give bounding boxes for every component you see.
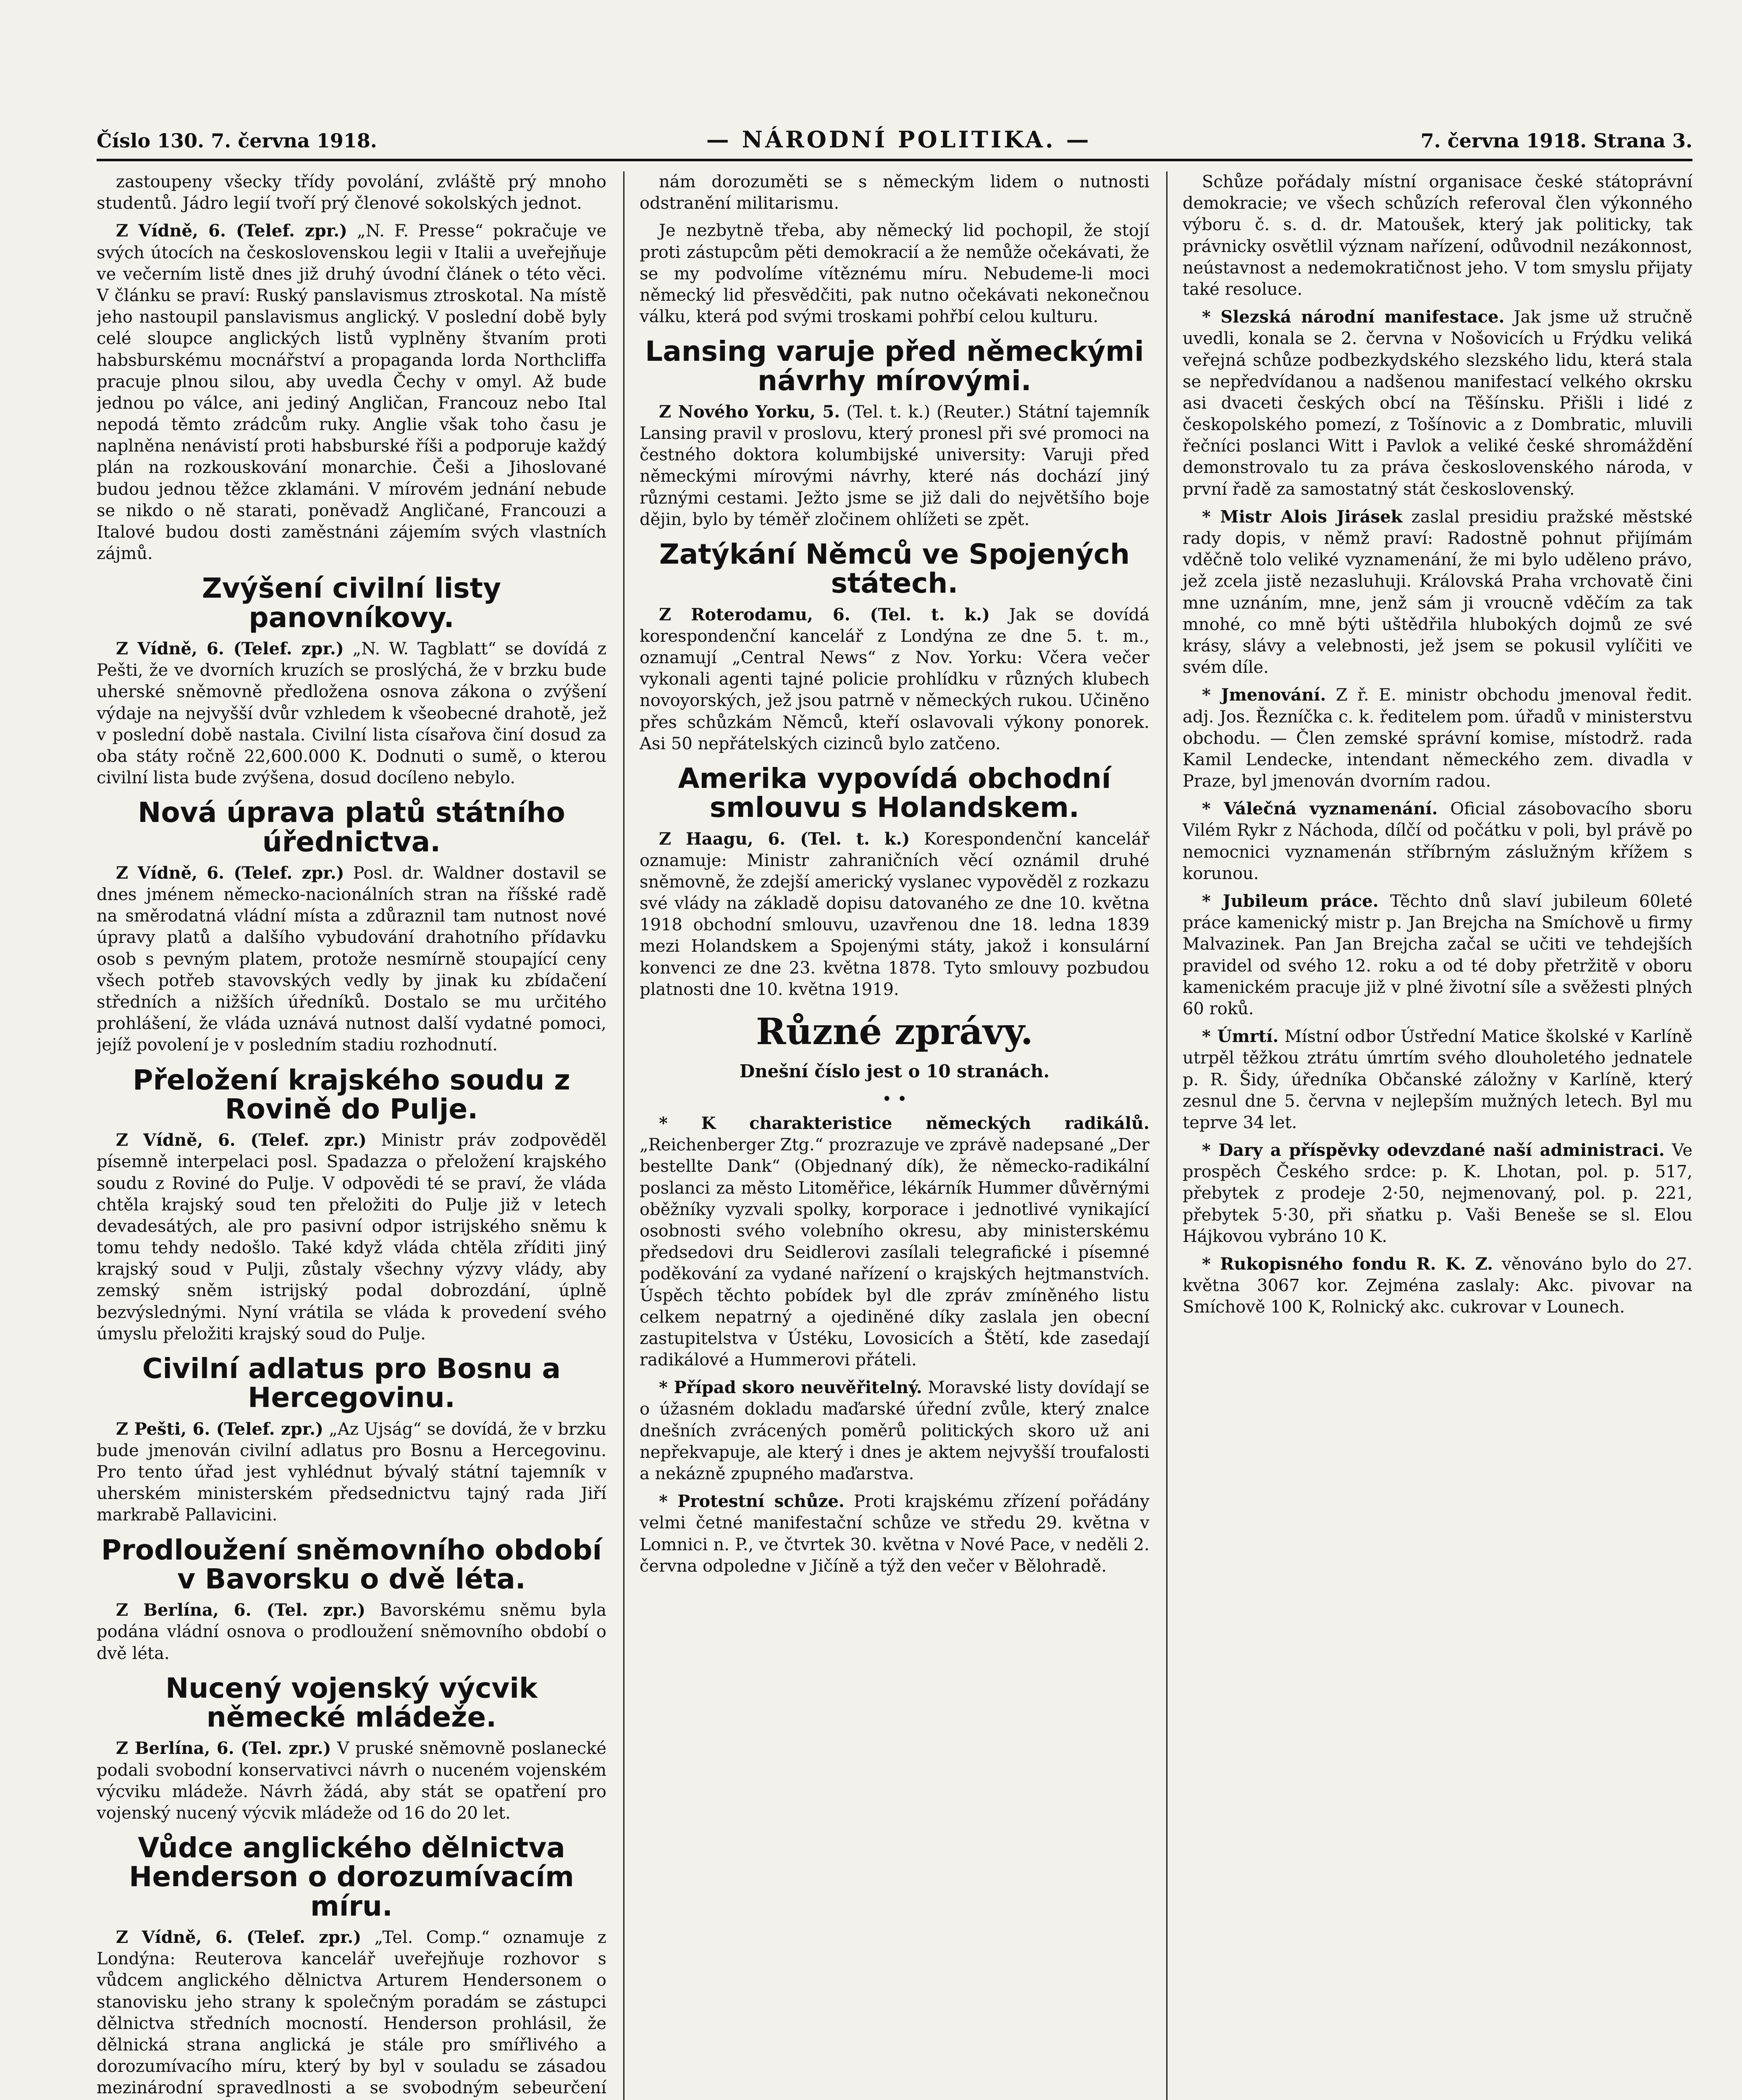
article-paragraph xyxy=(97,220,606,564)
headline: Prodloužení sněmovního období v Bavorsku o dvě léta. xyxy=(101,1533,602,1595)
paragraph-text: Bavorskému sněmu byla podána vládní osnova o prodloužení sněmovního období o dvě léta. xyxy=(97,1601,606,1663)
paragraph-text: zaslal presidiu pražské městské rady dopis, v němž praví: Radostně pohnut přijímám vděčně tolo veliké vyznamenání, že mi bylo uděleno právo, jež zcela jistě nezasluhuji. Královská Praha vrchovatě čini mne uznáním, mne, jenž sám ji vroucně vděčím za tak mnohé, co mně býti uštědřila hlubokých dojmů ze své krásy, slávy a velebnosti, jež jsem se pokusil vylíčiti ve svém díle. xyxy=(1183,507,1692,677)
separator: • • xyxy=(882,1089,907,1109)
paragraph-text: Schůze pořádaly místní organisace české státoprávní demokracie; ve všech schůzích referoval člen výkonného výboru č. s. d. dr. Matoušek, který jak politicky, tak právnicky osvětlil význam nařízení, odůvodnil nezákonnost, neústavnost a nedemokratičnost jeho. V tom smyslu přijaty také resoluce. xyxy=(1183,172,1692,299)
dateline: * Mistr Alois Jirásek xyxy=(1202,507,1403,527)
dateline: Z Berlína, 6. (Tel. zpr.) xyxy=(116,1600,366,1620)
paragraph-text: „Tel. Comp.“ oznamuje z Londýna: Reuterova kancelář uveřejňuje rozhovor s vůdcem anglického dělnictva Arturem Hendersonem o stanovisku jeho strany k společným poradám se zástupci dělnictva středních mocností. Henderson prohlásil, že dělnická strana anglická je stále pro smířlivého a dorozumívacího míru, který by byl v souladu se zásadou mezinárodní spravedlnosti a se svobodným sebeurčení xyxy=(97,1927,606,2098)
dateline: Z Nového Yorku, 5. xyxy=(659,402,840,422)
dateline: * Slezská národní manifestace. xyxy=(1202,307,1505,327)
masthead xyxy=(97,126,1692,161)
article-paragraph xyxy=(640,828,1149,1001)
dateline: * Válečná vyznamenání. xyxy=(1202,799,1438,819)
newspaper-page xyxy=(97,126,1692,2100)
article-paragraph xyxy=(1183,890,1692,1020)
paragraph-text: Posl. dr. Waldner dostavil se dnes jménem německo-nacionálních stran na říšské radě na směrodatná vládní místa a zdůraznil tam nutnost nové úpravy platů a dalšího vybudování drahotního přídavku osob s pevným platem, protože nesmírně stoupající ceny všech potřeb stavovských vedly by jinak ku zbídačení středních a nižších úředníků. Dostalo se mu určitého prohlášení, že vláda uznává nutnost další vydatné pomoci, jejíž povolení je v posledním stadiu rozhodnutí. xyxy=(97,863,606,1055)
headline: Nucený vojenský výcvik německé mládeže. xyxy=(165,1672,538,1734)
dateline: Z Roterodamu, 6. (Tel. t. k.) xyxy=(659,604,990,625)
article-paragraph xyxy=(640,220,1149,328)
dateline: Z Vídně, 6. (Telef. zpr.) xyxy=(116,1927,362,1947)
paragraph-text: Jak jsme už stručně uvedli, konala se 2. června v Nošovicích u Frýdku veliká veřejná schůze podbezkydského slezského lidu, která stala se nepředvídanou a nadšenou manifestací velkého okrsku asi dvaceti českých obcí na Těšínsku. Přišli i lidé z českopolského pomezí, z Tošínovic a z Dombratic, mluvili řečníci poslanci Witt i Pavlok a veliké české shromáždění demonstrovalo tu za práva československého národa, v první řadě za samostatný stát československý. xyxy=(1183,307,1692,499)
headline: Nová úprava platů státního úřednictva. xyxy=(138,796,565,858)
article-paragraph xyxy=(1183,1139,1692,1247)
dateline: * Úmrtí. xyxy=(1202,1026,1279,1047)
paragraph-text: Je nezbytně třeba, aby německý lid pochopil, že stojí proti zástupcům pěti demokracií a že nemůže očekávati, že se my podvolíme vítěznému míru. Nebudeme-li moci německý lid přesvědčiti, pak nutno očekávati nekonečnou válku, která pod svými troskami pohřbí celou kulturu. xyxy=(640,221,1149,327)
dateline: * Jmenování. xyxy=(1202,685,1326,705)
dateline: Z Vídně, 6. (Telef. zpr.) xyxy=(116,863,344,883)
dateline: Z Vídně, 6. (Telef. zpr.) xyxy=(116,1130,367,1150)
paragraph-text: Korespondenční kancelář oznamuje: Ministr zahraničních věcí oznámil druhé sněmovně, že zdejší americký vyslanec vypověděl z rozkazu své vlády na základě dopisu datovaného ze dne 10. května 1918 obchodní smlouvu, uzavřenou dne 18. ledna 1839 mezi Holandskem a Spojenými státy, jakož i konsulární konvenci ze dne 23. května 1878. Tyto smlouvy pozbudou platnosti dne 10. května 1919. xyxy=(640,829,1149,999)
article-paragraph xyxy=(1183,684,1692,792)
paragraph-text: Ministr práv zodpověděl písemně interpelaci posl. Spadazza o přeložení krajského soudu z Roviné do Pulje. V odpovědi té se praví, že vláda chtěla krajský soud ten přeložiti do Pulje již v letech devadesátých, ale pro pasivní odpor istrijského sněmu k tomu tehdy nedošlo. Také když vláda chtěla zříditi jiný krajský soud v Pulji, zůstaly všechny výzvy vlády, aby zemský sněm istrijský podal dobrozdání, úplně bezvýslednými. Nyní vrátila se vláda k provedení svého úmyslu přeložiti krajský soud do Pulje. xyxy=(97,1131,606,1344)
paragraph-text: věnováno bylo do 27. května 3067 kor. Zejména zaslaly: Akc. pivovar na Smíchově 100 K, Rolnický akc. cukrovar v Lounech. xyxy=(1183,1255,1692,1317)
article-paragraph xyxy=(97,1738,606,1824)
article-paragraph xyxy=(97,1599,606,1664)
column-1 xyxy=(97,171,606,2100)
dateline: Z Haagu, 6. (Tel. t. k.) xyxy=(659,829,910,849)
paragraph-text: Moravské listy dovídají se o úžasném dokladu maďarské úřední zvůle, který znalce dnešních zvrácených poměrů politických skoro už ani nepřekvapuje, ale který i dnes je aktem nejvyšší troufalosti a nekázně zpupného maďarstva. xyxy=(640,1378,1149,1484)
article-paragraph xyxy=(640,401,1149,530)
newspaper-title: — NÁRODNÍ POLITIKA. — xyxy=(706,126,1091,153)
article-paragraph xyxy=(640,1377,1149,1485)
issue-number: Číslo 130. 7. června 1918. xyxy=(97,129,377,152)
paragraph-text: zastoupeny všecky třídy povolání, zvláště prý mnoho studentů. Jádro legií tvoří prý členové sokolských jednot. xyxy=(97,172,606,213)
article-paragraph xyxy=(640,171,1149,214)
date-page-number: 7. června 1918. Strana 3. xyxy=(1420,129,1692,152)
dateline: * Jubileum práce. xyxy=(1202,891,1379,911)
article-paragraph xyxy=(640,604,1149,755)
article-paragraph xyxy=(97,1129,606,1345)
paragraph-text: Ve prospěch Českého srdce: p. K. Lhotan, pol. p. 517, přebytek z prodeje 2·50, nejmenovaný, pol. p. 221, přebytek 5·30, při sňatku p. Vaši Beneše se sl. Elou Hájkovou vybráno 10 K. xyxy=(1183,1141,1692,1246)
paragraph-text: Jak se dovídá korespondenční kancelář z Londýna ze dne 5. t. m., oznamují „Central News“ z Nov. Yorku: Včera večer vykonali agenti tajné policie prohlídku v různých klubech novoyorských, jež jsou patrně v německých rukou. Učiněno přes schůzkám Němců, kteří oslavovali výkony ponorek. Asi 50 nepřátelských cizinců bylo zatčeno. xyxy=(640,605,1149,753)
article-paragraph xyxy=(97,171,606,214)
paragraph-text: (Tel. t. k.) (Reuter.) Státní tajemník Lansing pravil v proslovu, který pronesl při své promoci na čestného doktora kolumbijské university: Varuji před německými mírovými návrhy, které nás dochází jiný různými cestami. Ježto jsme se již dali do největšího boje dějin, bylo by téměř zločinem ohlížeti se zpět. xyxy=(640,402,1149,529)
article-paragraph xyxy=(1183,171,1692,300)
article-paragraph xyxy=(97,1927,606,2100)
dateline: Z Vídně, 6. (Telef. zpr.) xyxy=(116,221,347,241)
paragraph-text: Z ř. E. ministr obchodu jmenoval ředit. adj. Jos. Řezníčka c. k. ředitelem pom. úřadů v ministerstvu obchodu. — Člen zemské správní komise, místodrž. rada Kamil Lendecke, intendant německého zem. divadla v Praze, byl jmenován dvorním radou. xyxy=(1183,685,1692,791)
paragraph-text: Proti krajskému zřízení pořádány velmi četné manifestační schůze ve středu 29. května v Lomnici n. P., ve čtvrtek 30. května v Nové Pace, v neděli 2. června odpoledne v Jičíně a týž den večer v Bělohradě. xyxy=(640,1492,1149,1576)
article-paragraph xyxy=(97,638,606,789)
dateline: * K charakteristice německých radikálů. xyxy=(659,1113,1149,1134)
dateline: Z Berlína, 6. (Tel. zpr.) xyxy=(116,1738,331,1759)
column-2 xyxy=(623,171,1149,2100)
paragraph-text: „N. F. Presse“ pokračuje ve svých útocích na československou legii v Italii a uveřejňuje ve večerním listě dnes již druhý úvodní článek o této věci. V článku se praví: Ruský panslavismus ztroskotal. Na místě jeho nastoupil panslavismus anglický. V poslední době byly celé sloupce anglických listů vyplněny štvaním proti habsburskému mocnářství a propaganda lorda Northcliffa pracuje plnou silou, aby uvedla Čechy v omyl. Až bude jednou po válce, ani jediný Angličan, Francouz nebo Ital nepodá těmto zrádcům ruky. Anglie však toho času je naplněna nenávistí proti habsburské říši a podporuje každý plán na rozkouskování monarchie. Češi a Jihoslované budou jednou těžce zklamáni. V mírovém jednání nebude se nikdo o ně starati, poněvadž Angličané, Francouzi a Italové budou dosti zaměstnáni zájemím svých vlastních zájmů. xyxy=(97,221,606,564)
article-paragraph xyxy=(1183,1026,1692,1134)
dateline: * Případ skoro neuvěřitelný. xyxy=(659,1378,922,1398)
headline: Civilní adlatus pro Bosnu a Hercegovinu. xyxy=(142,1352,561,1414)
article-paragraph xyxy=(1183,1253,1692,1318)
column-3 xyxy=(1166,171,1692,2100)
headline: Amerika vypovídá obchodní smlouvu s Holandskem. xyxy=(678,762,1111,824)
headline: Dnešní číslo jest o 10 stranách. xyxy=(739,1061,1050,1082)
headline: Zvýšení civilní listy panovníkovy. xyxy=(202,572,501,634)
paragraph-text: V pruské sněmovně poslanecké podali svobodní konservativci návrh o nuceném vojenském výcviku mládeže. Návrh žádá, aby stát se opatření pro vojenský nucený výcvik mládeže od 16 do 20 let. xyxy=(97,1739,606,1823)
article-paragraph xyxy=(640,1491,1149,1577)
article-paragraph xyxy=(1183,506,1692,679)
dateline: Z Vídně, 6. (Telef. zpr.) xyxy=(116,638,344,659)
dateline: * Rukopisného fondu R. K. Z. xyxy=(1202,1254,1493,1274)
headline: Zatýkání Němců ve Spojených státech. xyxy=(659,538,1130,600)
article-paragraph xyxy=(97,862,606,1056)
dateline: * Dary a příspěvky odevzdané naší administraci. xyxy=(1202,1140,1665,1160)
headline: Vůdce anglického dělnictva Henderson o dorozumívacím míru. xyxy=(129,1832,574,1922)
paragraph-text: „N. W. Tagblatt“ se dovídá z Pešti, že ve dvorních kruzích se proslýchá, že v brzku bude uherské sněmovně předložena osnova zákona o zvýšení výdaje na nejvyšší dvůr vzhledem k všeobecné drahotě, jež v poslední době nastala. Civilní lista císařova činí dosud za oba státy ročně 22,600.000 K. Dodnuti o sumě, o kterou civilní lista bude zvýšena, dosud docíleno nebylo. xyxy=(97,639,606,788)
headline: Lansing varuje před německými návrhy mírovými. xyxy=(645,335,1144,397)
paragraph-text: Místní odbor Ústřední Matice školské v Karlíně utrpěl těžkou ztrátu úmrtím svého dlouholetého jednatele p. R. Šidy, úředníka Občanské záložny v Karlíně, který zesnul dne 5. června v nejlepším mužných letech. Byl mu teprve 34 let. xyxy=(1183,1027,1692,1132)
article-paragraph xyxy=(1183,798,1692,885)
dateline: * Protestní schůze. xyxy=(659,1491,845,1512)
paragraph-text: „Reichenberger Ztg.“ prozrazuje ve zprávě nadepsané „Der bestellte Dank“ (Objednaný dík), že německo-radikální poslanci za město Litoměřice, lékárník Hummer důvěrnými oběžníky vyzvali spolky, korporace i jednotlivé vynikající osobnosti svého volebního okresu, aby ministerskému předsedovi dru Seidlerovi zasílali telegrafické i písemné poděkování za vydané nařízení o krajských hejtmanstvích. Úspěch těchto pobídek byl dle zpráv zmíněného listu celkem nepatrný a ojediněné díky zaslala jen obecní zastupitelstva v Ústéku, Lovosicích a Štětí, kde zasedají radikálové a Hummerovi přáteli. xyxy=(640,1135,1149,1370)
paragraph-text: „Az Ujság“ se dovídá, že v brzku bude jmenován civilní adlatus pro Bosnu a Hercegovinu. Pro tento úřad jest vyhlédnut bývalý státní tajemník v uherském ministerském předsednictvu tajný rada Jiří markrabě Pallavicini. xyxy=(97,1419,606,1525)
article-paragraph xyxy=(1183,306,1692,500)
article-paragraph xyxy=(640,1113,1149,1371)
headline: Různé zprávy. xyxy=(756,1011,1034,1053)
paragraph-text: nám dorozuměti se s německým lidem o nutnosti odstranění militarismu. xyxy=(640,172,1149,213)
columns xyxy=(97,171,1692,2100)
paragraph-text: Oficial zásobovacího sboru Vilém Rykr z Náchoda, dílčí od počátku v poli, byl právě po nemocnici vyznamenán stříbrným záslužným křížem s korunou. xyxy=(1183,799,1692,883)
dateline: Z Pešti, 6. (Telef. zpr.) xyxy=(116,1419,323,1439)
article-paragraph xyxy=(97,1418,606,1526)
headline: Přeložení krajského soudu z Rovině do Pulje. xyxy=(133,1063,570,1125)
paragraph-text: Těchto dnů slaví jubileum 60leté práce kamenický mistr p. Jan Brejcha na Smíchově u firmy Malvazinek. Pan Jan Brejcha začal se učiti ve tehdejších pravidel od svého 12. roku a od té doby přetržitě v oboru kamenickém pracuje již v plné životní síle a svěžesti plných 60 roků. xyxy=(1183,892,1692,1018)
